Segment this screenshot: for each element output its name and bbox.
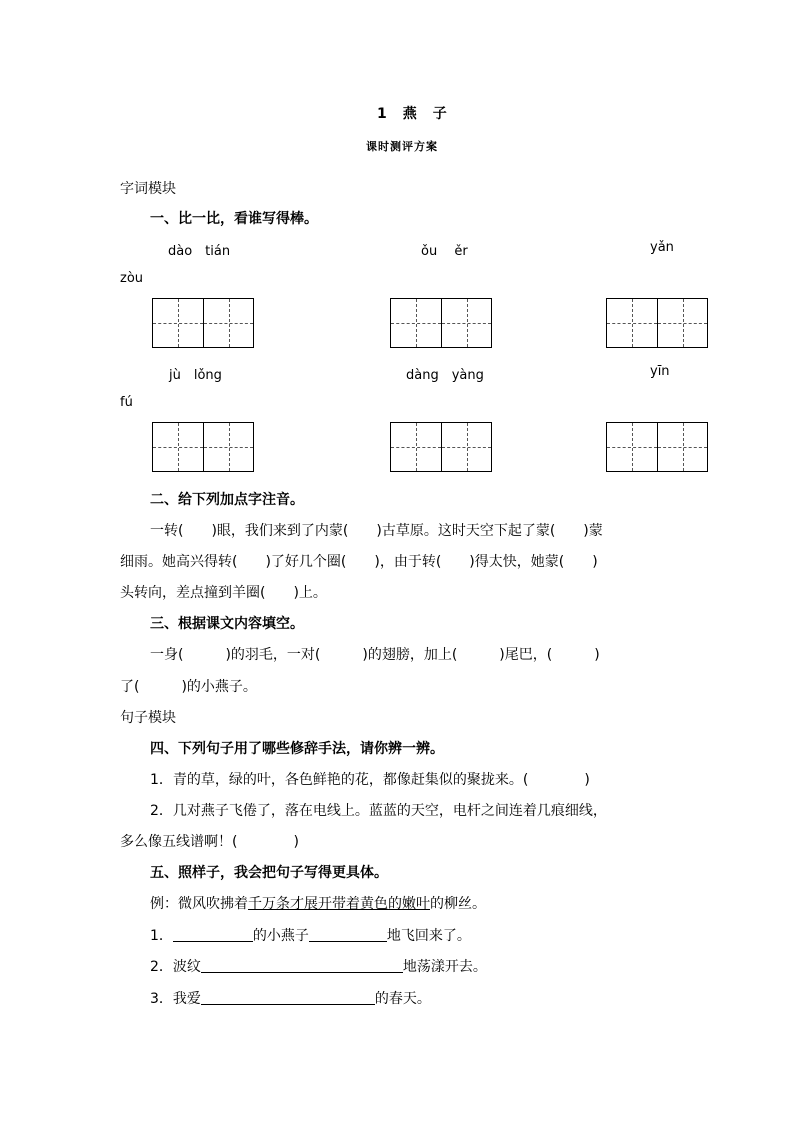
question-4-title: 四、下列句子用了哪些修辞手法，请你辨一辨。 bbox=[150, 741, 444, 757]
writing-cell[interactable] bbox=[441, 423, 491, 471]
item-text: 的春天。 bbox=[374, 991, 431, 1007]
question-2-line: 细雨。她高兴得转( )了好几个圈( )，由于转( )得太快，她蒙( ) bbox=[120, 554, 598, 570]
item-number: 1． bbox=[150, 928, 173, 944]
example-underlined-phrase: 千万条才展开带着黄色的嫩叶 bbox=[248, 896, 430, 912]
pinyin-label: dàng yàng bbox=[406, 368, 484, 383]
question-2-line: 头转向，差点撞到羊圈( )上。 bbox=[120, 585, 327, 601]
pinyin-label: ǒu ěr bbox=[421, 244, 468, 259]
example-suffix: 的柳丝。 bbox=[430, 896, 486, 912]
writing-cell[interactable] bbox=[657, 423, 707, 471]
item-text: 2．波纹 bbox=[150, 959, 201, 975]
answer-blank[interactable] bbox=[201, 990, 375, 1005]
question-5-example bbox=[150, 893, 486, 913]
writing-grid[interactable] bbox=[606, 298, 708, 348]
question-5-title: 五、照样子，我会把句子写得更具体。 bbox=[150, 865, 388, 881]
writing-cell[interactable] bbox=[607, 423, 657, 471]
pinyin-label: zòu bbox=[120, 271, 144, 286]
writing-cell[interactable] bbox=[391, 423, 441, 471]
example-prefix: 例：微风吹拂着 bbox=[150, 896, 248, 912]
writing-grid[interactable] bbox=[390, 422, 492, 472]
writing-cell[interactable] bbox=[607, 299, 657, 347]
section-heading-words: 字词模块 bbox=[120, 181, 176, 197]
question-1-title: 一、比一比，看谁写得棒。 bbox=[150, 211, 318, 227]
question-5-item-1 bbox=[150, 925, 471, 945]
answer-blank[interactable] bbox=[309, 927, 387, 942]
item-text: 地荡漾开去。 bbox=[402, 959, 487, 975]
question-3-line: 了( )的小燕子。 bbox=[120, 679, 257, 695]
writing-grid[interactable] bbox=[390, 298, 492, 348]
writing-cell[interactable] bbox=[153, 423, 203, 471]
writing-cell[interactable] bbox=[441, 299, 491, 347]
question-2-title: 二、给下列加点字注音。 bbox=[150, 492, 304, 508]
question-5-item-3 bbox=[150, 988, 431, 1008]
item-text: 地飞回来了。 bbox=[386, 928, 471, 944]
writing-cell[interactable] bbox=[203, 299, 253, 347]
writing-grid[interactable] bbox=[152, 298, 254, 348]
writing-cell[interactable] bbox=[391, 299, 441, 347]
writing-grid[interactable] bbox=[152, 422, 254, 472]
question-5-item-2 bbox=[150, 956, 487, 976]
section-heading-sentences: 句子模块 bbox=[120, 710, 176, 726]
answer-blank[interactable] bbox=[201, 958, 403, 973]
writing-cell[interactable] bbox=[657, 299, 707, 347]
pinyin-label: yīn bbox=[650, 364, 670, 379]
question-2-line: 一转( )眼，我们来到了内蒙( )古草原。这时天空下起了蒙( )蒙 bbox=[150, 523, 603, 539]
page-subtitle: 课时测评方案 bbox=[366, 140, 438, 153]
question-3-title: 三、根据课文内容填空。 bbox=[150, 616, 304, 632]
answer-blank[interactable] bbox=[173, 927, 253, 942]
writing-grid[interactable] bbox=[606, 422, 708, 472]
item-text: 3．我爱 bbox=[150, 991, 201, 1007]
pinyin-label: dào tián bbox=[168, 244, 231, 259]
question-3-line: 一身( )的羽毛，一对( )的翅膀，加上( )尾巴，( ) bbox=[150, 647, 600, 663]
pinyin-label: yǎn bbox=[650, 240, 674, 255]
question-4-line: 1．青的草，绿的叶，各色鲜艳的花，都像赶集似的聚拢来。( ) bbox=[150, 772, 590, 788]
writing-cell[interactable] bbox=[153, 299, 203, 347]
question-4-line: 2．几对燕子飞倦了，落在电线上。蓝蓝的天空，电杆之间连着几痕细线， bbox=[150, 803, 607, 819]
writing-cell[interactable] bbox=[203, 423, 253, 471]
item-text: 的小燕子 bbox=[252, 928, 309, 944]
question-4-line: 多么像五线谱啊！( ) bbox=[120, 834, 299, 850]
pinyin-label: fú bbox=[120, 395, 133, 410]
lesson-title: 1 燕 子 bbox=[377, 106, 448, 122]
pinyin-label: jù lǒng bbox=[169, 368, 222, 383]
